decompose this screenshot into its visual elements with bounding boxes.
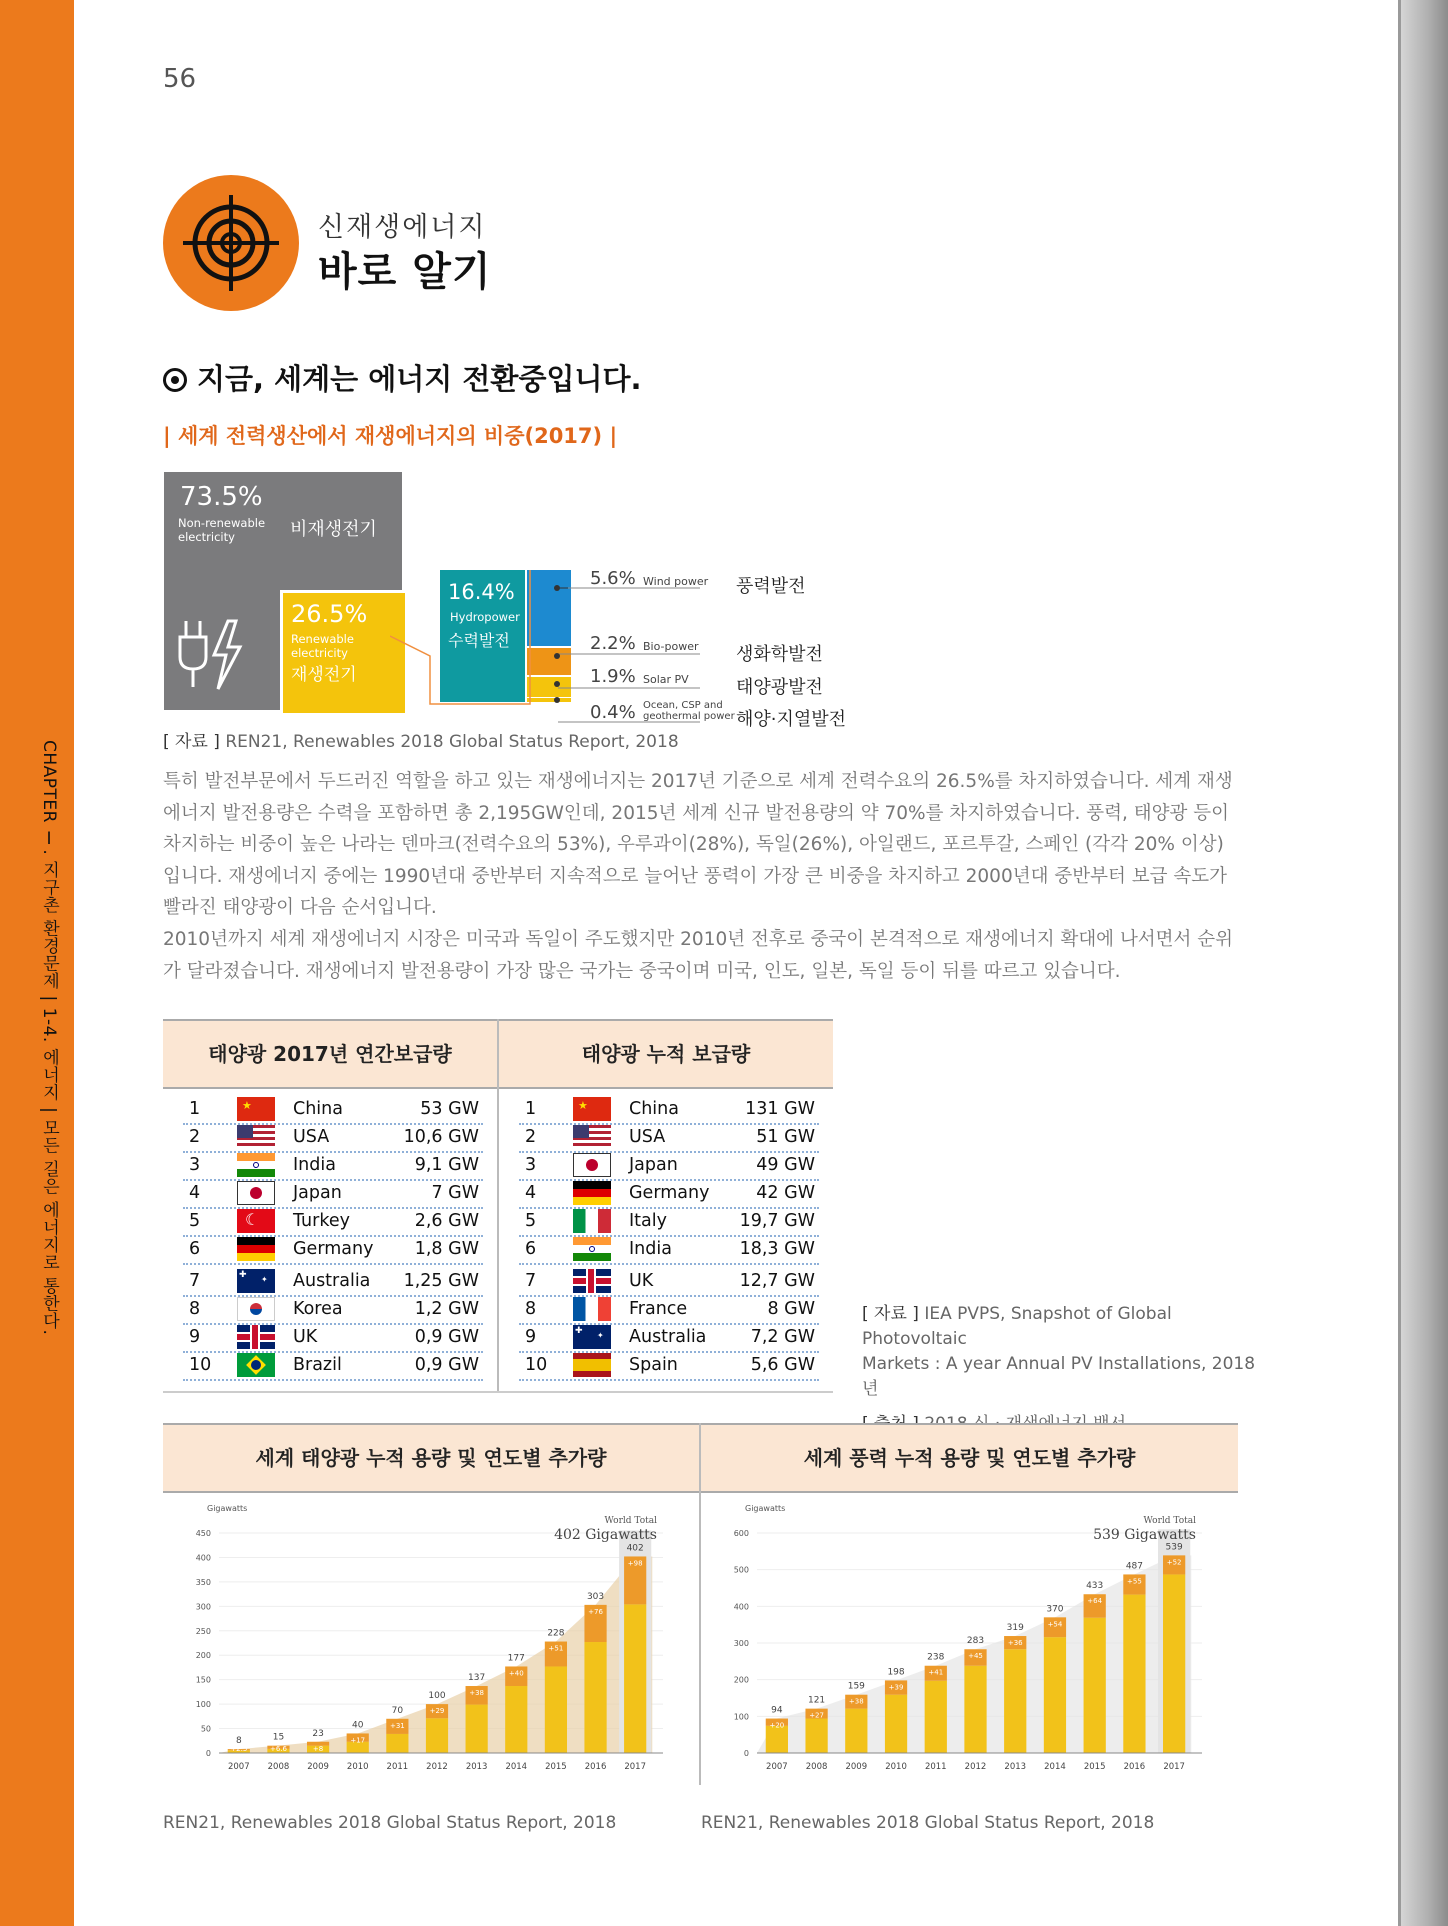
value: 131 GW — [745, 1099, 815, 1119]
bar-total-label: 159 — [847, 1681, 865, 1692]
x-tick-label: 2010 — [346, 1762, 369, 1772]
solar-en: Solar PV — [643, 673, 689, 686]
wind-capacity-chart — [701, 1491, 1238, 1783]
bar-added-label: +51 — [548, 1644, 564, 1653]
table-divider — [497, 1019, 499, 1391]
value: 8 GW — [767, 1299, 815, 1319]
value: 53 GW — [420, 1099, 479, 1119]
flag-it-icon — [573, 1209, 611, 1233]
wind-pct: 5.6% — [590, 568, 636, 589]
country: UK — [629, 1271, 654, 1291]
value: 18,3 GW — [739, 1239, 815, 1259]
bar-total-label: 319 — [1006, 1623, 1024, 1634]
flag-jp-icon — [573, 1153, 611, 1177]
section-heading-text: 지금, 세계는 에너지 전환중입니다. — [197, 362, 642, 396]
bar-base — [925, 1681, 947, 1753]
bar-added-label: +6.6 — [269, 1745, 287, 1753]
world-total-label: World Total — [604, 1516, 657, 1526]
bio-ko: 생화학발전 — [736, 644, 823, 665]
bar-total-label: 539 — [1165, 1542, 1183, 1553]
bar-total-label: 433 — [1086, 1581, 1104, 1592]
bar-added-label: +64 — [1087, 1597, 1103, 1606]
country: Germany — [629, 1183, 710, 1203]
value: 49 GW — [756, 1155, 815, 1175]
country: China — [629, 1099, 679, 1119]
y-tick-label: 200 — [195, 1651, 211, 1661]
bar-total-label: 94 — [771, 1705, 783, 1716]
x-tick-label: 2011 — [386, 1762, 409, 1772]
page-edge — [1398, 0, 1448, 1926]
rank: 1 — [525, 1099, 537, 1119]
y-tick-label: 100 — [733, 1712, 749, 1722]
rank: 8 — [189, 1299, 201, 1319]
country: Australia — [629, 1327, 707, 1347]
y-tick-label: 300 — [195, 1602, 211, 1612]
renewable-pct: 26.5% — [291, 600, 368, 628]
flag-in-icon — [573, 1237, 611, 1261]
table-annual-header — [163, 1019, 497, 1089]
x-tick-label: 2009 — [845, 1762, 868, 1772]
y-tick-label: 50 — [200, 1724, 211, 1734]
rank: 3 — [189, 1155, 201, 1175]
flag-cn-icon: ★ — [237, 1097, 275, 1121]
bar-base — [1004, 1649, 1026, 1753]
value: 0,9 GW — [414, 1355, 479, 1375]
hydro-en: Hydropower — [450, 610, 520, 624]
flag-cn-icon: ★ — [573, 1097, 611, 1121]
table-row — [519, 1353, 819, 1381]
hydro-ko: 수력발전 — [448, 631, 510, 650]
bar-base — [624, 1604, 646, 1753]
bar-added-label: +36 — [1007, 1639, 1023, 1648]
bar-added-label: +76 — [588, 1607, 603, 1616]
y-tick-label: 200 — [733, 1675, 749, 1685]
value: 10,6 GW — [403, 1127, 479, 1147]
bar-total-label: 370 — [1046, 1604, 1064, 1615]
share-source-text: REN21, Renewables 2018 Global Status Report, 2018 — [225, 732, 679, 752]
rank: 6 — [525, 1239, 537, 1259]
solar-chart-title: 세계 태양광 누적 용량 및 연도별 추가량 — [255, 1446, 607, 1470]
bar-added-label: +38 — [848, 1697, 864, 1706]
y-tick-label: 600 — [733, 1529, 749, 1538]
rank: 1 — [189, 1099, 201, 1119]
nonrenewable-ko: 비재생전기 — [290, 519, 377, 540]
bar-total-label: 70 — [391, 1705, 404, 1716]
rank: 4 — [525, 1183, 537, 1203]
world-total-label: World Total — [1143, 1516, 1196, 1526]
table-row — [519, 1181, 819, 1209]
flag-uk-icon — [573, 1269, 611, 1293]
bar-base — [885, 1695, 907, 1753]
ocean-pct: 0.4% — [590, 702, 636, 723]
flag-au-icon: ✚ ✦ — [573, 1325, 611, 1349]
country: Turkey — [293, 1211, 350, 1231]
table-cumulative-title: 태양광 누적 보급량 — [581, 1042, 751, 1066]
flag-kr-icon — [237, 1297, 275, 1321]
table-row — [519, 1209, 819, 1237]
bar-total-label: 8 — [235, 1736, 242, 1747]
value: 19,7 GW — [739, 1211, 815, 1231]
table-row — [183, 1209, 483, 1237]
bar-total-label: 487 — [1125, 1561, 1144, 1572]
x-tick-label: 2012 — [426, 1762, 448, 1772]
bar-total-label: 283 — [966, 1636, 985, 1647]
bar-total-label: 198 — [887, 1667, 905, 1678]
table-source-text2: Markets : A year Annual PV Installations, 2018년 — [862, 1354, 1256, 1399]
section-heading — [163, 357, 642, 398]
bar-base — [805, 1719, 827, 1753]
pv-tables — [163, 1019, 833, 1393]
country: USA — [629, 1127, 666, 1147]
bar-base — [964, 1666, 986, 1753]
page-number: 56 — [163, 64, 197, 94]
bar-base — [505, 1686, 527, 1753]
bar-added-label: +98 — [627, 1559, 643, 1568]
x-tick-label: 2010 — [885, 1762, 907, 1772]
bar-base — [1123, 1595, 1145, 1753]
table-row — [519, 1125, 819, 1153]
country: China — [293, 1099, 343, 1119]
x-tick-label: 2008 — [805, 1762, 828, 1772]
y-tick-label: 0 — [743, 1749, 749, 1758]
rank: 4 — [189, 1183, 201, 1203]
bar-added-label: +52 — [1166, 1558, 1182, 1567]
share-source-label: [ 자료 ] — [163, 732, 220, 752]
flag-br-icon — [237, 1353, 275, 1377]
table-row — [183, 1325, 483, 1353]
flag-fr-icon — [573, 1297, 611, 1321]
y-tick-label: 150 — [195, 1675, 211, 1685]
rank: 2 — [525, 1127, 537, 1147]
y-tick-label: 500 — [733, 1565, 749, 1575]
chart-title: | 세계 전력생산에서 재생에너지의 비중(2017) | — [163, 424, 618, 448]
rank: 6 — [189, 1239, 201, 1259]
solar-chart-source: REN21, Renewables 2018 Global Status Report, 2018 — [163, 1813, 617, 1833]
value: 1,25 GW — [403, 1271, 479, 1291]
bar-base — [1084, 1618, 1106, 1753]
bar-base — [1044, 1637, 1066, 1753]
wind-chart-source: REN21, Renewables 2018 Global Status Report, 2018 — [701, 1813, 1155, 1833]
table-row — [519, 1269, 819, 1297]
bar-added-label: +40 — [508, 1669, 524, 1678]
y-axis-label: Gigawatts — [745, 1504, 786, 1513]
bar-total-label: 40 — [352, 1720, 364, 1731]
table-source — [862, 1302, 1262, 1437]
chapter-running-title: CHAPTER Ⅰ. 지구촌 환경문제 | 1-4. 에너지 | 모든 길은 에너지로 통한다. — [39, 740, 59, 1336]
table-source-line1 — [862, 1302, 1262, 1352]
table-row — [183, 1237, 483, 1265]
nonrenewable-pct: 73.5% — [180, 482, 263, 512]
bar-base — [466, 1705, 488, 1753]
flag-us-icon — [237, 1125, 275, 1149]
table-row — [183, 1153, 483, 1181]
bar-base — [584, 1642, 606, 1753]
bar-base — [1163, 1574, 1185, 1753]
rank: 5 — [525, 1211, 537, 1231]
rank: 7 — [189, 1271, 201, 1291]
country: UK — [293, 1327, 318, 1347]
rank: 5 — [189, 1211, 201, 1231]
bar-total-label: 137 — [468, 1673, 486, 1684]
value: 0,9 GW — [414, 1327, 479, 1347]
ocean-ko: 해양·지열발전 — [736, 709, 847, 730]
solar-chart-header — [163, 1423, 699, 1493]
country: Germany — [293, 1239, 374, 1259]
country: Brazil — [293, 1355, 342, 1375]
bar-total-label: 402 — [626, 1543, 644, 1554]
x-tick-label: 2014 — [1044, 1762, 1066, 1772]
bar-added-label: +45 — [968, 1652, 983, 1661]
country: Japan — [629, 1155, 678, 1175]
x-tick-label: 2012 — [964, 1762, 987, 1772]
page-edge-line — [1398, 0, 1401, 1926]
renewable-en: Renewable electricity — [291, 632, 354, 660]
country: India — [629, 1239, 672, 1259]
country: Korea — [293, 1299, 343, 1319]
bar-total-label: 228 — [547, 1628, 565, 1639]
bar-added-label: +31 — [389, 1721, 405, 1730]
y-tick-label: 250 — [195, 1626, 211, 1636]
rank: 3 — [525, 1155, 537, 1175]
x-tick-label: 2016 — [584, 1762, 607, 1772]
rank: 10 — [525, 1355, 548, 1375]
bio-pct: 2.2% — [590, 633, 636, 654]
y-tick-label: 450 — [195, 1529, 211, 1538]
flag-uk-icon — [237, 1325, 275, 1349]
bar-added-label: +29 — [429, 1707, 445, 1716]
x-tick-label: 2013 — [1004, 1762, 1027, 1772]
body-paragraph-2: 2010년까지 세계 재생에너지 시장은 미국과 독일이 주도했지만 2010년 전후로 중국이 본격적으로 재생에너지 확대에 나서면서 순위가 달라졌습니다. 재생에너지 발전용량이 가장 많은 국가는 중국이며 미국, 인도, 일본, 독일 등이 뒤를 따르고 있습니다. — [163, 929, 1234, 982]
plug-icon — [178, 615, 244, 699]
bar-added-label: +41 — [928, 1668, 944, 1677]
bar-base — [426, 1718, 448, 1753]
flag-de-icon — [237, 1237, 275, 1261]
country: Italy — [629, 1211, 667, 1231]
flag-es-icon — [573, 1353, 611, 1377]
body-paragraph-1: 특히 발전부문에서 두드러진 역할을 하고 있는 재생에너지는 2017년 기준으로 세계 전력수요의 26.5%를 차지하였습니다. 세계 재생에너지 발전용량은 수력을 포함하면 총 2,195GW인데, 2015년 세계 신규 발전용량의 약 70%를 차지하였습니다. 풍력, 태양광 등이 차지하는 비중이 높은 나라는 덴마크(전력수요의 53%), 우루과이(28%), 독일(26%), 아일랜드, 포르투갈, 스페인 (각각 20% 이상)입니다. 재생에너지 중에는 1990년대 중반부터 지속적으로 늘어난 풍력이 가장 큰 비중을 차지하고 2000년대 중반부터 보급 속도가 빨라진 태양광이 다음 순서입니다. — [163, 771, 1233, 918]
flag-us-icon — [573, 1125, 611, 1149]
bar-total-label: 121 — [807, 1695, 826, 1706]
value: 5,6 GW — [750, 1355, 815, 1375]
table-row — [519, 1237, 819, 1265]
y-tick-label: 400 — [195, 1553, 211, 1563]
value: 7,2 GW — [750, 1327, 815, 1347]
value: 9,1 GW — [414, 1155, 479, 1175]
x-tick-label: 2011 — [924, 1762, 947, 1772]
country: USA — [293, 1127, 330, 1147]
y-tick-label: 400 — [733, 1602, 749, 1612]
bar-added-label: +54 — [1047, 1620, 1063, 1629]
bar-total-label: 23 — [312, 1728, 324, 1739]
x-tick-label: 2016 — [1123, 1762, 1146, 1772]
bar-base — [845, 1709, 867, 1753]
bar-added-label: +39 — [888, 1683, 904, 1692]
table-row — [183, 1125, 483, 1153]
hydro-pct: 16.4% — [448, 580, 515, 604]
value: 7 GW — [431, 1183, 479, 1203]
x-tick-label: 2007 — [766, 1762, 788, 1772]
flag-de-icon — [573, 1181, 611, 1205]
value: 42 GW — [756, 1183, 815, 1203]
value: 12,7 GW — [739, 1271, 815, 1291]
y-axis-label: Gigawatts — [207, 1504, 248, 1513]
rank: 8 — [525, 1299, 537, 1319]
table-row — [183, 1297, 483, 1325]
flag-jp-icon — [237, 1181, 275, 1205]
country: France — [629, 1299, 688, 1319]
wind-en: Wind power — [643, 575, 709, 588]
wind-ko: 풍력발전 — [736, 576, 806, 597]
wind-chart-header — [701, 1423, 1238, 1493]
bar-base — [766, 1726, 788, 1753]
flag-in-icon — [237, 1153, 275, 1177]
bar-added-label: +38 — [469, 1689, 485, 1698]
bar-added-label: +20 — [769, 1721, 785, 1730]
bar-total-label: 238 — [927, 1652, 945, 1663]
y-tick-label: 300 — [733, 1639, 749, 1648]
table-row — [519, 1325, 819, 1353]
topic-title: 바로 알기 — [318, 249, 492, 295]
y-tick-label: 350 — [195, 1577, 211, 1587]
value: 2,6 GW — [414, 1211, 479, 1231]
y-tick-label: 100 — [195, 1700, 211, 1710]
table-row — [519, 1297, 819, 1325]
table-cumulative-header — [499, 1019, 833, 1089]
solar-pct: 1.9% — [590, 666, 636, 687]
bar-added-label: +17 — [350, 1736, 366, 1745]
table-source-text1: IEA PVPS, Snapshot of Global Photovoltaic — [862, 1304, 1172, 1349]
bar-added-label: +2.5 — [230, 1745, 248, 1753]
solar-ko: 태양광발전 — [736, 677, 823, 698]
rank: 2 — [189, 1127, 201, 1147]
x-tick-label: 2007 — [227, 1762, 250, 1772]
flag-au-icon: ✚ ✦ — [237, 1269, 275, 1293]
world-total-value: 402 Gigawatts — [554, 1527, 657, 1543]
table-row — [183, 1269, 483, 1297]
table-row — [183, 1097, 483, 1125]
target-icon — [163, 175, 299, 311]
nonrenewable-en: Non-renewable electricity — [178, 516, 266, 544]
x-tick-label: 2015 — [1083, 1762, 1106, 1772]
bar-added-label: +27 — [809, 1711, 824, 1720]
charts-panel — [163, 1423, 1238, 1785]
bar-added-label: +8 — [312, 1744, 324, 1753]
x-tick-label: 2015 — [545, 1762, 567, 1772]
value: 1,8 GW — [414, 1239, 479, 1259]
bar-added-label: +55 — [1127, 1577, 1142, 1586]
renewable-ko: 재생전기 — [291, 665, 357, 685]
bio-en: Bio-power — [643, 640, 699, 653]
rank: 10 — [189, 1355, 212, 1375]
table-row — [183, 1181, 483, 1209]
x-tick-label: 2017 — [1163, 1762, 1185, 1772]
bullet-target-icon — [163, 368, 187, 392]
rank: 9 — [525, 1327, 537, 1347]
x-tick-label: 2008 — [267, 1762, 290, 1772]
rank: 9 — [189, 1327, 201, 1347]
country: Japan — [293, 1183, 342, 1203]
share-source — [163, 727, 679, 752]
country: Spain — [629, 1355, 678, 1375]
table-row — [183, 1353, 483, 1381]
bar-total-label: 177 — [507, 1653, 525, 1664]
x-tick-label: 2009 — [307, 1762, 329, 1772]
x-tick-label: 2014 — [505, 1762, 528, 1772]
bar-base — [386, 1734, 408, 1753]
table-source-label: [ 자료 ] — [862, 1304, 919, 1324]
table-row — [519, 1097, 819, 1125]
bar-total-label: 303 — [586, 1591, 605, 1602]
bar-total-label: 15 — [272, 1732, 285, 1743]
table-annual-title: 태양광 2017년 연간보급량 — [208, 1042, 452, 1066]
table-row — [519, 1153, 819, 1181]
bar-base — [545, 1666, 567, 1753]
x-tick-label: 2017 — [624, 1762, 647, 1772]
country: Australia — [293, 1271, 371, 1291]
rank: 7 — [525, 1271, 537, 1291]
value: 51 GW — [756, 1127, 815, 1147]
world-total-value: 539 Gigawatts — [1093, 1527, 1196, 1543]
wind-chart-title: 세계 풍력 누적 용량 및 연도별 추가량 — [803, 1446, 1136, 1470]
solar-capacity-chart — [163, 1491, 699, 1783]
bar-total-label: 100 — [428, 1691, 446, 1702]
x-tick-label: 2013 — [465, 1762, 488, 1772]
value: 1,2 GW — [414, 1299, 479, 1319]
flag-tr-icon: ☾ — [237, 1209, 275, 1233]
y-tick-label: 0 — [205, 1749, 211, 1758]
topic-subtitle: 신재생에너지 — [318, 212, 487, 243]
country: India — [293, 1155, 336, 1175]
ocean-en: Ocean, CSP and geothermal power — [643, 700, 735, 722]
